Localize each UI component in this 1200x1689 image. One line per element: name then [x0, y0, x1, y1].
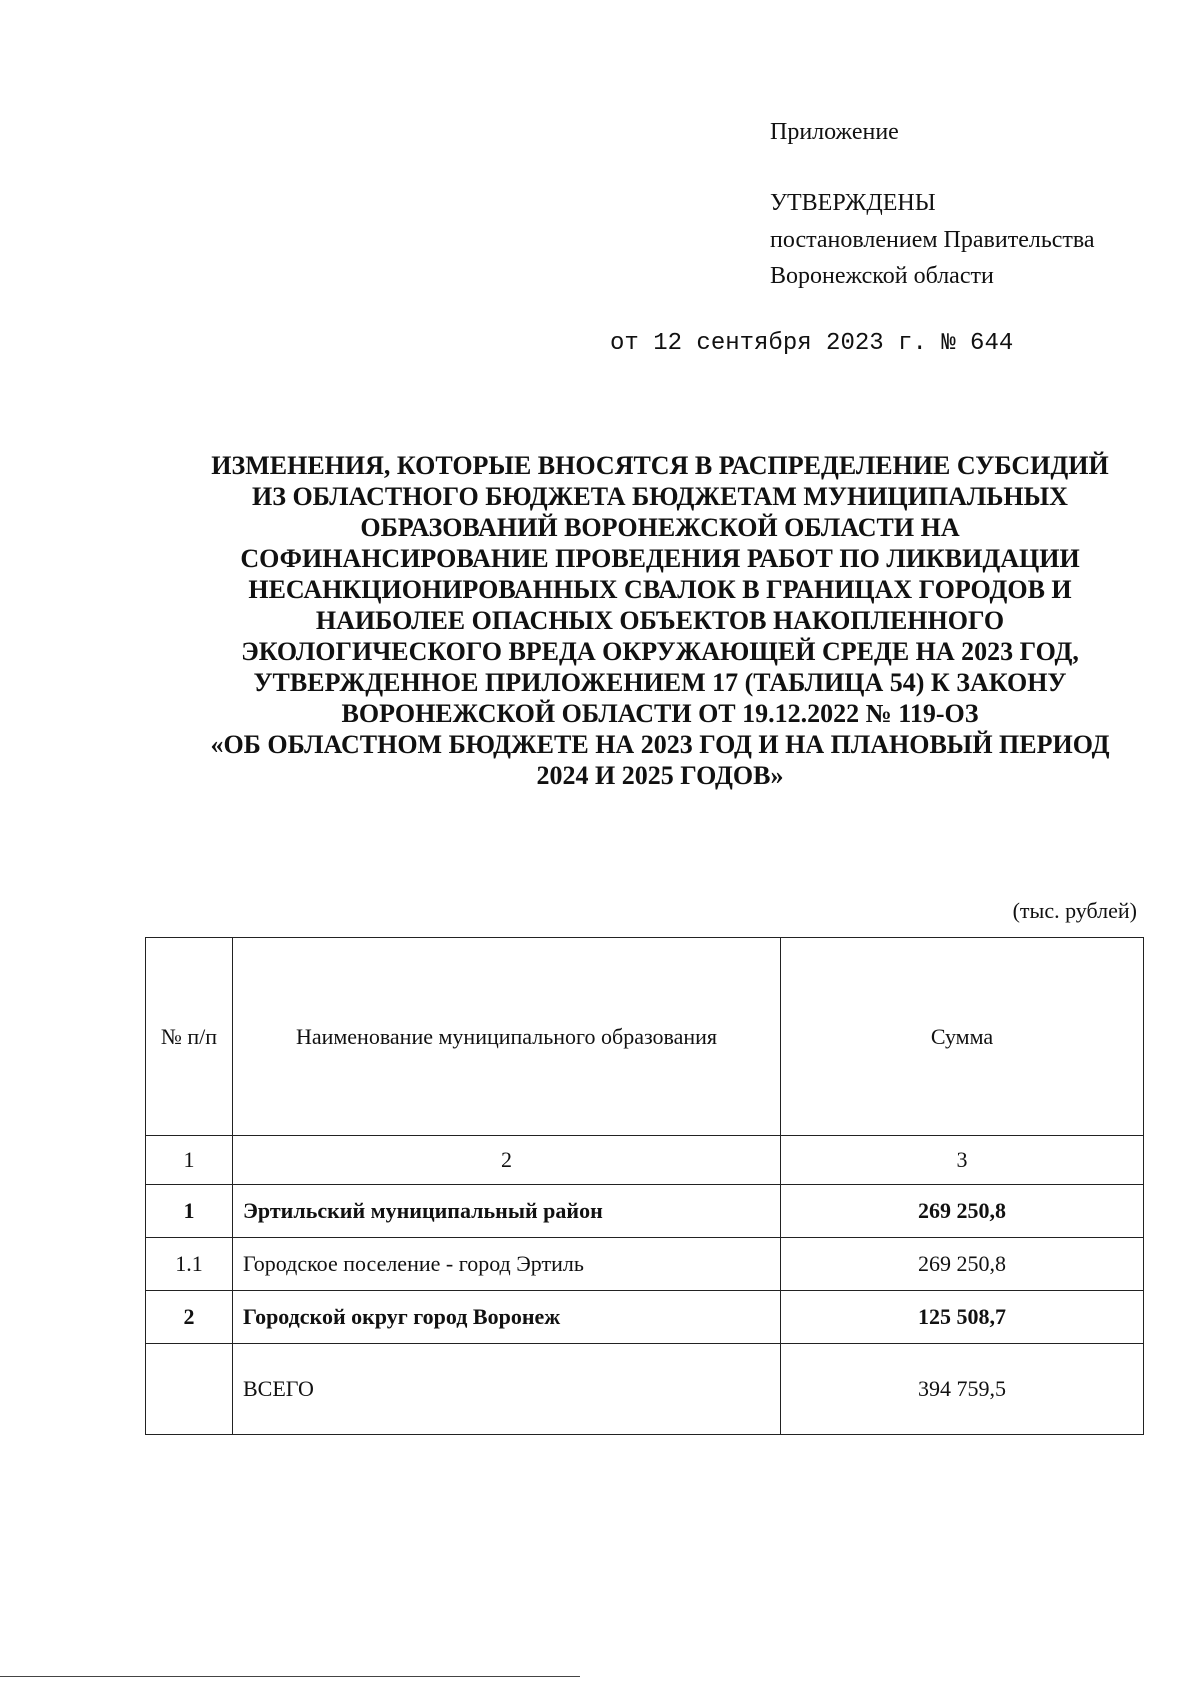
- header-num: № п/п: [146, 938, 233, 1136]
- title-line: СОФИНАНСИРОВАНИЕ ПРОВЕДЕНИЯ РАБОТ ПО ЛИКВИДАЦИИ: [240, 544, 1080, 573]
- title-line: 2024 И 2025 ГОДОВ»: [536, 761, 784, 790]
- column-number: 1: [146, 1136, 233, 1185]
- title-line: ИЗ ОБЛАСТНОГО БЮДЖЕТА БЮДЖЕТАМ МУНИЦИПАЛЬНЫХ: [252, 482, 1068, 511]
- title-line: УТВЕРЖДЕННОЕ ПРИЛОЖЕНИЕМ 17 (ТАБЛИЦА 54) К ЗАКОНУ: [253, 668, 1067, 697]
- column-number: 3: [781, 1136, 1144, 1185]
- row-name: Эртильский муниципальный район: [233, 1185, 781, 1238]
- title-line: «ОБ ОБЛАСТНОМ БЮДЖЕТЕ НА 2023 ГОД И НА ПЛАНОВЫЙ ПЕРИОД: [210, 730, 1110, 759]
- row-sum: 269 250,8: [781, 1185, 1144, 1238]
- title-line: ИЗМЕНЕНИЯ, КОТОРЫЕ ВНОСЯТСЯ В РАСПРЕДЕЛЕНИЕ СУБСИДИЙ: [211, 451, 1109, 480]
- decree-date-stamp: от 12 сентября 2023 г. № 644: [610, 330, 1014, 357]
- title-line: ОБРАЗОВАНИЙ ВОРОНЕЖСКОЙ ОБЛАСТИ НА: [360, 513, 960, 542]
- row-num: 2: [146, 1291, 233, 1344]
- header-sum: Сумма: [781, 938, 1144, 1136]
- total-num: [146, 1344, 233, 1435]
- row-sum: 269 250,8: [781, 1238, 1144, 1291]
- region-label: Воронежской области: [770, 263, 994, 290]
- table-total-row: [146, 1344, 1144, 1435]
- subsidy-table: [145, 937, 1144, 1435]
- table-row: [146, 1291, 1144, 1344]
- table-row: [146, 1185, 1144, 1238]
- title-line: ЭКОЛОГИЧЕСКОГО ВРЕДА ОКРУЖАЮЩЕЙ СРЕДЕ НА 2023 ГОД,: [241, 637, 1079, 666]
- table-row: [146, 1238, 1144, 1291]
- header-name: Наименование муниципального образования: [233, 938, 781, 1136]
- row-name: Городское поселение - город Эртиль: [233, 1238, 781, 1291]
- annex-label: Приложение: [770, 119, 899, 145]
- approved-label: УТВЕРЖДЕНЫ: [770, 189, 936, 216]
- title-line: НАИБОЛЕЕ ОПАСНЫХ ОБЪЕКТОВ НАКОПЛЕННОГО: [315, 606, 1005, 635]
- total-label: ВСЕГО: [233, 1344, 781, 1435]
- column-number: 2: [233, 1136, 781, 1185]
- total-sum: 394 759,5: [781, 1344, 1144, 1435]
- approval-block: [770, 118, 1095, 291]
- column-numbers-row: [146, 1136, 1144, 1185]
- units-note: (тыс. рублей): [1012, 898, 1137, 923]
- title-line: ВОРОНЕЖСКОЙ ОБЛАСТИ ОТ 19.12.2022 № 119-ОЗ: [341, 699, 979, 728]
- row-num: 1: [146, 1185, 233, 1238]
- document-title: [150, 450, 1170, 791]
- table-header-row: [146, 938, 1144, 1136]
- row-sum: 125 508,7: [781, 1291, 1144, 1344]
- row-num: 1.1: [146, 1238, 233, 1291]
- title-line: НЕСАНКЦИОНИРОВАННЫХ СВАЛОК В ГРАНИЦАХ ГОРОДОВ И: [248, 575, 1072, 604]
- row-name: Городской округ город Воронеж: [233, 1291, 781, 1344]
- decree-label: постановлением Правительства: [770, 226, 1095, 253]
- footer-rule: [0, 1676, 580, 1677]
